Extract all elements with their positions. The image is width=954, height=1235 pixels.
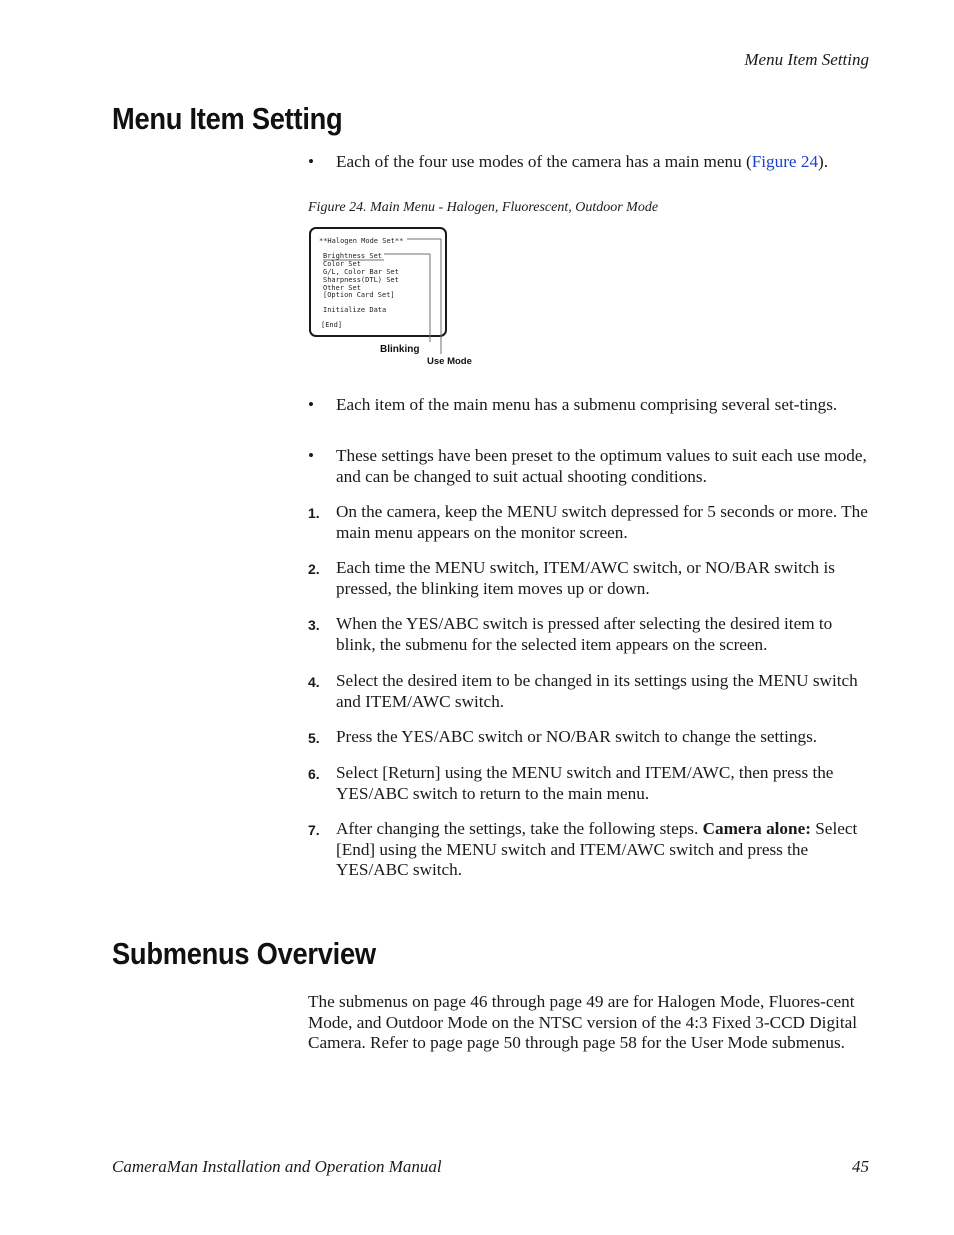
- bullet-text-part: ).: [818, 152, 829, 171]
- step-number: 2.: [308, 561, 320, 577]
- step-text-part: Select [End] using the MENU switch and ITEM/AWC switch and press the YES/ABC switch.: [336, 819, 858, 879]
- step-number: 7.: [308, 822, 320, 838]
- step-text-bold: Camera alone:: [702, 819, 811, 838]
- step-text: Each time the MENU switch, ITEM/AWC switch, or NO/BAR switch is pressed, the blinking item moves up or down.: [336, 558, 835, 598]
- step-text: Select [Return] using the MENU switch and ITEM/AWC, then press the YES/ABC switch to return to the main menu.: [336, 763, 834, 803]
- menu-item-initialize: Initialize Data: [323, 306, 387, 314]
- step-item: [308, 763, 870, 804]
- bullet-marker: •: [308, 395, 315, 414]
- step-item: [308, 614, 870, 655]
- step-number: 3.: [308, 617, 320, 633]
- running-head: Menu Item Setting: [744, 50, 869, 69]
- main-menu-figure: [306, 224, 486, 374]
- step-item: [308, 819, 870, 881]
- step-text: Press the YES/ABC switch or NO/BAR switch to change the settings.: [336, 727, 818, 746]
- figure-24-link[interactable]: Figure 24: [751, 152, 819, 171]
- step-text-part: After changing the settings, take the following steps.: [336, 819, 703, 838]
- bullet-marker: •: [308, 152, 315, 171]
- step-number: 5.: [308, 730, 320, 746]
- bullet-marker: •: [308, 446, 315, 465]
- bullet-text-part: Each of the four use modes of the camera has a main menu (: [336, 152, 752, 171]
- step-item: [308, 671, 870, 712]
- step-item: [308, 727, 870, 748]
- menu-item-brightness: Brightness Set: [323, 252, 383, 260]
- step-text: Select the desired item to be changed in its settings using the MENU switch and ITEM/AWC switch.: [336, 671, 858, 711]
- bullet-item: [308, 395, 870, 416]
- menu-title: **Halogen Mode Set**: [319, 237, 404, 245]
- bullet-text: These settings have been preset to the optimum values to suit each use mode, and can be changed to suit actual shooting conditions.: [336, 446, 867, 486]
- step-item: [308, 502, 870, 543]
- step-number: 6.: [308, 766, 320, 782]
- step-number: 1.: [308, 505, 320, 521]
- menu-item-end: [End]: [321, 321, 343, 329]
- figure-caption: Figure 24. Main Menu - Halogen, Fluorescent, Outdoor Mode: [308, 200, 659, 215]
- bullet-text: Each item of the main menu has a submenu comprising several set-tings.: [336, 395, 838, 414]
- step-text: When the YES/ABC switch is pressed after selecting the desired item to blink, the submenu for the selected item appears on the screen.: [336, 614, 833, 654]
- menu-item-option-card: [Option Card Set]: [323, 291, 395, 299]
- use-mode-label: Use Mode: [427, 356, 472, 367]
- bullet-item: [308, 446, 870, 487]
- step-number: 4.: [308, 674, 320, 690]
- section-title-submenus-overview: Submenus Overview: [112, 936, 376, 971]
- step-text: On the camera, keep the MENU switch depressed for 5 seconds or more. The main menu appears on the monitor screen.: [336, 502, 868, 542]
- section-title-menu-item-setting: Menu Item Setting: [112, 101, 343, 136]
- menu-item-other: Other Set: [323, 284, 361, 292]
- blinking-label: Blinking: [380, 344, 420, 355]
- step-text: [336, 819, 870, 881]
- submenus-paragraph: The submenus on page 46 through page 49 are for Halogen Mode, Fluores-cent Mode, and Outdoor Mode on the NTSC version of the 4:3 Fixed 3-CCD Digital Camera. Refer to page page 50 through page 58 for the User Mode submenus.: [308, 992, 857, 1052]
- step-item: [308, 558, 870, 599]
- menu-item-sharpness: Sharpness(DTL) Set: [323, 276, 399, 284]
- footer-page-number: 45: [852, 1157, 869, 1176]
- bullet-text: [336, 152, 870, 173]
- footer-manual-title: CameraMan Installation and Operation Manual: [112, 1157, 442, 1176]
- menu-item-color: Color Set: [323, 260, 361, 268]
- bullet-item: [308, 152, 870, 173]
- menu-item-gl-color-bar: G/L, Color Bar Set: [323, 268, 399, 276]
